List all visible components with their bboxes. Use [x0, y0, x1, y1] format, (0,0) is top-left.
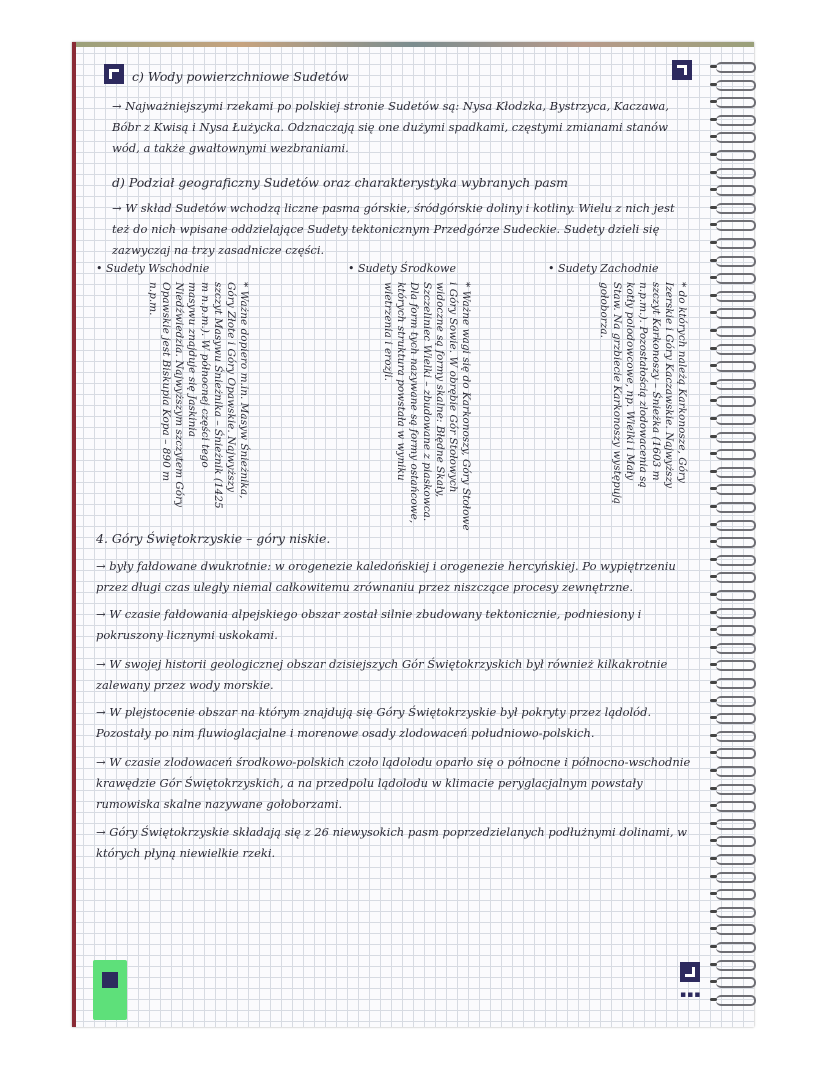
spiral-ring [716, 995, 756, 1006]
spiral-ring [716, 220, 756, 231]
column-east-title: • Sudety Wschodnie [96, 262, 210, 275]
column-middle-title: • Sudety Środkowe [348, 262, 456, 275]
column-east-body: * Ważne dopiero m.in. Masyw Śnieżnika, Góry Złote i Góry Opawskie. Najwyższy szczyt Masywu Śnieżnika – Śnieżnik (1425 m n.p.m.). W północnej części tego masywu znajduje się Jaskinia Niedźwiedzia. Najwyższym szczytem Góry Opawskie jest Biskupia Kopa – 890 m n.p.m. [147, 282, 250, 509]
paragraph-4f: → Góry Świętokrzyskie składają się z 26 niewysokich pasm poprzedzielanych podłużnymi dolinami, w których płyną niewielkie rzeki. [96, 825, 687, 860]
paragraph-4d: → W plejstocenie obszar na którym znajdują się Góry Świętokrzyskie był pokryty przez lądolód. Pozostały po nim fluwioglacjalne i morenowe osady zlodowaceń południowo-polskich. [96, 705, 652, 740]
heading-c: c) Wody powierzchniowe Sudetów [132, 69, 349, 84]
spiral-ring [716, 872, 756, 883]
spiral-ring [716, 889, 756, 900]
corner-mark-icon [680, 962, 700, 982]
paragraph-4c: → W swojej historii geologicznej obszar dzisiejszych Gór Świętokrzyskich był również kilkakrotnie zalewany przez wody morskie. [96, 657, 668, 692]
spiral-ring [716, 660, 756, 671]
paragraph-4e: → W czasie zlodowaceń środkowo-polskich czoło lądolodu oparło się o północne i północno-wschodnie krawędzie Gór Świętokrzyskich, a na przedpolu lądolodu w klimacie peryglacjalnym powstały rumowiska skalne nazywane gołoborzami. [96, 755, 691, 811]
spiral-ring [716, 361, 756, 372]
spiral-ring [716, 80, 756, 91]
spiral-ring [716, 784, 756, 795]
spiral-ring [716, 748, 756, 759]
spiral-ring [716, 484, 756, 495]
spiral-ring [716, 168, 756, 179]
spiral-ring [716, 555, 756, 566]
paragraph-4a: → były fałdowane dwukrotnie: w orogenezie kaledońskiej i orogenezie hercyńskiej. Po wypiętrzeniu przez długi czas uległy niemal całkowitemu zrównaniu przez niszczące procesy zewnętrzne. [96, 559, 676, 594]
spiral-ring [716, 854, 756, 865]
spiral-ring [716, 203, 756, 214]
page-top-edge [72, 42, 754, 47]
spiral-ring [716, 713, 756, 724]
spiral-ring [716, 537, 756, 548]
column-west-title: • Sudety Zachodnie [548, 262, 659, 275]
spiral-ring [716, 696, 756, 707]
spiral-ring [716, 326, 756, 337]
spiral-ring [716, 520, 756, 531]
spiral-ring [716, 801, 756, 812]
spiral-ring [716, 132, 756, 143]
spiral-ring [716, 678, 756, 689]
spiral-ring [716, 907, 756, 918]
spiral-ring [716, 379, 756, 390]
page-tab-marker [93, 960, 127, 1020]
column-west-body: * do których należą Karkonosze, Góry Izerskie i Góry Kaczawskie. Najwyższy szczyt Karkonoszy – Śnieżka (1603 m n.p.m.). Pozostałością zlodowacenia są kotły polodowcowe, np. Wielki i Mały Staw. Na grzbiecie Karkonoszy występują gołoborza. [598, 282, 688, 505]
page-left-edge [72, 42, 76, 1027]
spiral-ring [716, 766, 756, 777]
spiral-ring [716, 731, 756, 742]
spiral-ring [716, 836, 756, 847]
paragraph-4b: → W czasie fałdowania alpejskiego obszar został silnie zbudowany tektonicznie, podniesiony i pokruszony licznymi uskokami. [96, 607, 642, 642]
spiral-ring [716, 273, 756, 284]
spiral-ring [716, 238, 756, 249]
heading-4: 4. Góry Świętokrzyskie – góry niskie. [96, 531, 331, 546]
spiral-ring [716, 942, 756, 953]
spiral-ring [716, 572, 756, 583]
spiral-ring [716, 396, 756, 407]
spiral-ring [716, 344, 756, 355]
spiral-ring [716, 291, 756, 302]
spiral-ring [716, 467, 756, 478]
spiral-ring [716, 308, 756, 319]
paragraph-c: → Najważniejszymi rzekami po polskiej stronie Sudetów są: Nysa Kłodzka, Bystrzyca, Kaczawa, Bóbr z Kwisą i Nysa Łużycka. Odznaczają się one dużymi spadkami, częstymi zmianami stanów wód, a także gwałtownymi wezbraniami. [112, 99, 669, 155]
spiral-ring [716, 502, 756, 513]
spiral-ring [716, 819, 756, 830]
spiral-ring [716, 590, 756, 601]
spiral-ring [716, 432, 756, 443]
corner-mark-icon [104, 64, 124, 84]
spiral-ring [716, 977, 756, 988]
column-middle-body: * Ważne wagi się do Karkonoszy, Góry Stołowe i Góry Sowie. W obrębie Gór Stołowych widoczne są formy skalne: Błędne Skały, Szczeliniec Wielki – zbudowane z piaskowca. Dla form tych nazywane są formy ostańcowe, których struktura powstała w wyniku wietrzenia i erozji. [382, 282, 472, 531]
spiral-ring [716, 960, 756, 971]
spiral-ring [716, 256, 756, 267]
spiral-ring [716, 185, 756, 196]
spiral-ring [716, 449, 756, 460]
spiral-ring [716, 625, 756, 636]
spiral-ring [716, 924, 756, 935]
corner-mark-icon [672, 60, 692, 80]
spiral-ring [716, 97, 756, 108]
spiral-ring [716, 643, 756, 654]
spiral-ring [716, 414, 756, 425]
spiral-ring [716, 115, 756, 126]
paragraph-d: → W skład Sudetów wchodzą liczne pasma górskie, śródgórskie doliny i kotliny. Wielu z nich jest też do nich wpisane oddzielające Sudety tektonicznym Przedgórze Sudeckie. Sudety dzieli się zazwyczaj na trzy zasadnicze części. [112, 201, 675, 257]
spiral-ring [716, 150, 756, 161]
dots-icon: ▪▪▪ [680, 990, 702, 1000]
heading-d: d) Podział geograficzny Sudetów oraz charakterystyka wybranych pasm [112, 175, 568, 190]
spiral-ring [716, 608, 756, 619]
spiral-ring [716, 62, 756, 73]
